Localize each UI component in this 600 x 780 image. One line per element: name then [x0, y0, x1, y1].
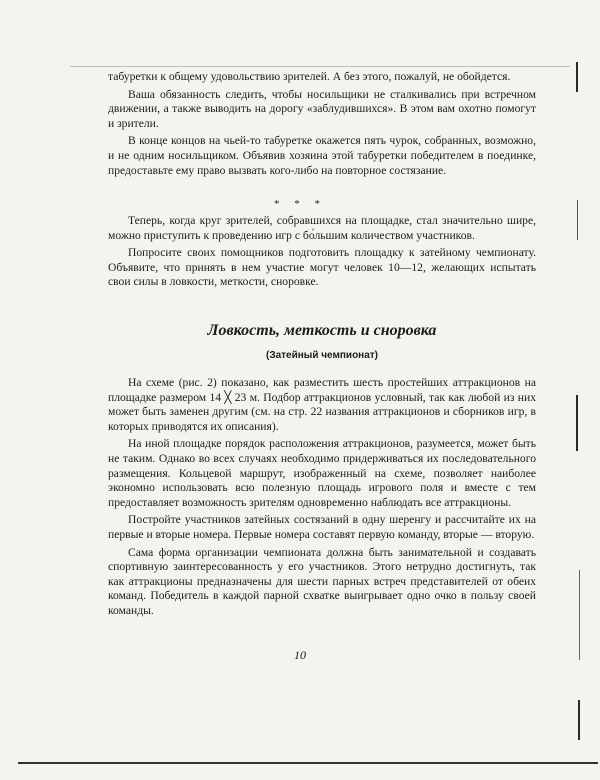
- scan-margin-mark: [579, 570, 580, 660]
- section-title: Ловкость, меткость и сноровка: [207, 322, 437, 339]
- paragraph: табуретки к общему удовольствию зрителей. А без этого, пожалуй, не обойдется.: [108, 70, 511, 83]
- paragraph: Теперь, когда круг зрителей, собравшихся на площадке, стал значительно шире, можно приступить к проведению игр с бо́льшим количеством участников.: [108, 214, 536, 242]
- section-separator: * * *: [274, 198, 326, 210]
- text-block-bottom: [108, 376, 536, 622]
- text-block-middle: [108, 214, 536, 293]
- scan-margin-mark: [577, 200, 578, 240]
- paragraph: Попросите своих помощников подготовить площадку к затейному чемпионату. Объявите, что принять в нем участие могут человек 10—12, желающих испытать свои силы в ловкости, меткости, сноровке.: [108, 246, 536, 289]
- scan-bottom-edge: [18, 762, 598, 764]
- paragraph: На иной площадке порядок расположения аттракционов, разумеется, может быть не таким. Однако во всех случаях необходимо придерживаться их последовательного размещения. Кольцевой маршрут, изображенный на схеме, позволяет наиболее экономно использовать всю полезную площадь игрового поля и вместе с тем предоставляет возможность зрителям одновременно наблюдать все аттракционы.: [108, 437, 536, 509]
- paragraph: Сама форма организации чемпионата должна быть занимательной и создавать спортивную заинтересованность у его участников. Этого нетрудно достигнуть, так как аттракционы предназначены для шести парных встреч представителей от обеих команд. Победитель в каждой парной схватке выигрывает одно очко в пользу своей команды.: [108, 545, 536, 617]
- page-number: 10: [294, 648, 306, 662]
- scan-margin-mark: [578, 700, 580, 740]
- paragraph: Ваша обязанность следить, чтобы носильщики не сталкивались при встречном движении, а также выводить на дорогу «заблудившихся». В этом вам охотно помогут и зрители.: [108, 87, 536, 130]
- paragraph: В конце концов на чьей-то табуретке окажется пять чурок, собранных, возможно, и не одним носильщиком. Объявив хозяина этой табуретки победителем в поединке, предоставьте ему право вызвать кого-либо на повторное состязание.: [108, 134, 536, 177]
- text-block-top: [108, 70, 536, 181]
- section-subtitle: (Затейный чемпионат): [265, 350, 379, 361]
- paragraph: Постройте участников затейных состязаний в одну шеренгу и рассчитайте их на первые и вторые номера. Первые номера составят первую команду, вторые — вторую.: [108, 513, 536, 541]
- scan-margin-mark: [576, 62, 578, 92]
- paragraph: На схеме (рис. 2) показано, как разместить шесть простейших аттракционов на площадке размером 14 ╳ 23 м. Подбор аттракционов условный, так как любой из них может быть заменен другим (см. на стр. 22 названия аттракционов и сборников игр, в которых приводятся их описания).: [108, 376, 536, 433]
- scan-edge-line: [70, 66, 570, 67]
- scan-margin-mark: [576, 395, 578, 451]
